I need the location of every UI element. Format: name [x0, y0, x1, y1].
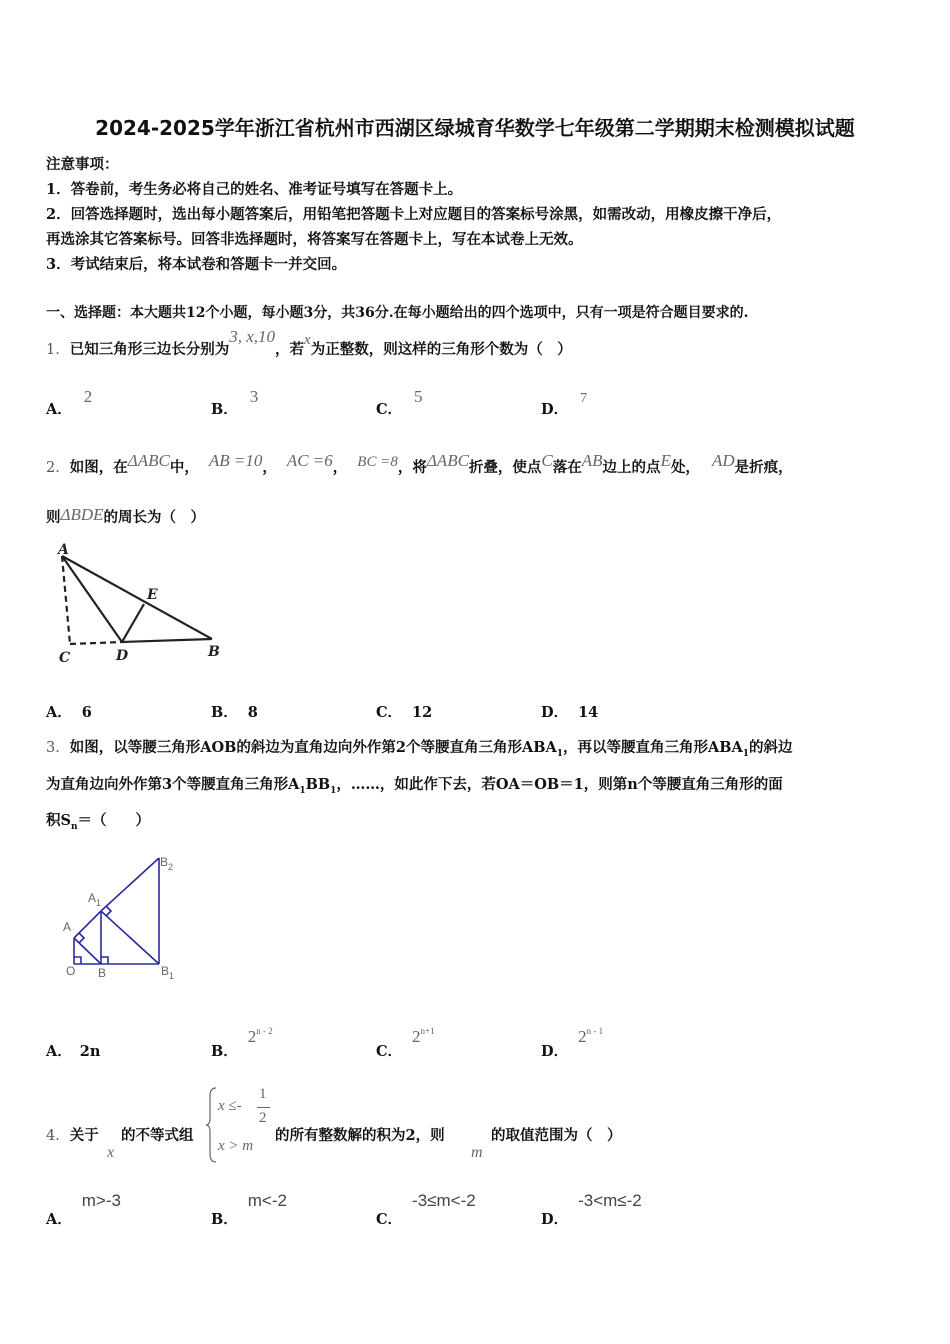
math-expr: BC =8 — [357, 454, 398, 470]
inequality-2: x > m — [218, 1138, 254, 1154]
q3-option-d[interactable] — [541, 1025, 604, 1060]
option-label: D． — [541, 704, 569, 721]
question-1 — [46, 327, 572, 359]
option-value: 14 — [578, 704, 599, 721]
question-2 — [46, 451, 793, 477]
triangle-fold-figure — [50, 538, 240, 666]
option-label: D． — [541, 1043, 569, 1060]
question-3-line3 — [46, 809, 150, 832]
math-var: C — [541, 451, 553, 470]
question-3-line2 — [46, 773, 783, 796]
notice-item: 再选涂其它答案标号。回答非选择题时，将答案写在答题卡上，写在本试卷上无效。 — [46, 231, 583, 248]
subscript: 1 — [742, 748, 750, 759]
option-value: 12 — [412, 704, 433, 721]
math-var: E — [660, 451, 671, 470]
right-angle-a1 — [106, 906, 111, 916]
q-text: ，若 — [275, 341, 305, 358]
question-number: 4． — [46, 1128, 70, 1144]
label-c: C — [59, 650, 71, 666]
q-text: 中， — [169, 459, 199, 476]
subscript: n — [70, 821, 78, 832]
q-text: 关于 — [69, 1127, 99, 1144]
option-base: 2 — [412, 1027, 421, 1046]
label-d: D — [116, 648, 129, 664]
option-label: B． — [211, 1211, 238, 1228]
right-angle-b — [101, 957, 108, 964]
question-number: 1． — [46, 342, 70, 358]
question-number: 3． — [46, 740, 70, 756]
label-b1: $B_1$ — [161, 964, 175, 981]
notice-item: 1．答卷前，考生务必将自己的姓名、准考证号填写在答题卡上。 — [46, 181, 463, 198]
option-value: 2 — [83, 387, 93, 406]
option-base: 2 — [247, 1027, 257, 1046]
inequality-1: x ≤- — [218, 1098, 242, 1114]
q-text: ，……，如此作下去，若OA＝OB＝1，则第n个等腰直角三角形的面 — [336, 776, 783, 793]
question-4 — [46, 1124, 99, 1145]
label-b2: $B_2$ — [160, 855, 174, 872]
q-text: 折叠，使点 — [468, 459, 542, 476]
notice-item: 2．回答选择题时，选出每小题答案后，用铅笔把答题卡上对应题目的答案标号涂黑，如需改动，用橡皮擦干净后， — [46, 206, 782, 223]
q1-option-c[interactable] — [376, 386, 423, 418]
q-text: ，再以等腰直角三角形ABA — [562, 739, 743, 756]
q-text: ， — [332, 459, 348, 476]
math-expr: ΔABC — [127, 451, 170, 470]
label-e: E — [147, 587, 158, 603]
option-exponent: n - 1 — [586, 1025, 604, 1036]
option-value: 7 — [580, 391, 588, 406]
label-a: A — [63, 920, 72, 934]
math-var: x — [304, 332, 311, 348]
math-expr: AB =10 — [208, 451, 263, 470]
option-label: C． — [376, 1043, 403, 1060]
q4-option-a[interactable] — [46, 1190, 121, 1228]
option-value: 5 — [414, 387, 423, 406]
option-base: 2 — [578, 1027, 587, 1046]
fraction-denominator: 2 — [259, 1110, 267, 1126]
edge-a1b2 — [101, 858, 159, 911]
q2-option-a[interactable] — [46, 701, 92, 722]
fraction-numerator: 1 — [259, 1086, 267, 1102]
math-var: AD — [711, 451, 735, 470]
q4-option-b[interactable] — [211, 1190, 287, 1228]
q-text: 的斜边 — [749, 739, 793, 756]
option-label: D． — [541, 1211, 569, 1228]
label-b: B — [208, 644, 220, 660]
q-text: ＝（ ） — [77, 812, 151, 829]
label-o: O — [66, 964, 76, 978]
edge-cd — [70, 642, 122, 644]
option-exponent: n - 2 — [256, 1025, 273, 1036]
q-text: ， — [262, 459, 277, 476]
option-label: B． — [211, 1043, 238, 1060]
q-text: 如图，以等腰三角形AOB的斜边为直角边向外作第2个等腰直角三角形ABA — [69, 739, 557, 756]
math-expr: AC =6 — [286, 451, 333, 470]
q-text: 是折痕， — [734, 459, 793, 476]
math-var: AB — [581, 451, 603, 470]
page-title: 2024-2025学年浙江省杭州市西湖区绿城育华数学七年级第二学期期末检测模拟试题 — [95, 116, 855, 140]
q4-option-c[interactable] — [376, 1190, 476, 1228]
option-exponent: n+1 — [420, 1025, 435, 1036]
math-expr: ΔBDE — [60, 505, 104, 524]
option-value: m>-3 — [81, 1191, 121, 1210]
math-var-m: m — [471, 1144, 483, 1161]
q2-option-d[interactable] — [541, 701, 598, 722]
edge-ab — [74, 938, 101, 964]
q-text: 落在 — [552, 459, 582, 476]
notice-item: 3．考试结束后，将本试卷和答题卡一并交回。 — [46, 256, 347, 273]
subscript: 1 — [330, 785, 337, 796]
edge-a1b1 — [101, 911, 159, 964]
option-label: B． — [211, 401, 238, 418]
q-text: 的周长为（ ） — [103, 509, 206, 526]
option-value: -3≤m<-2 — [412, 1191, 476, 1210]
option-value: 3 — [249, 387, 259, 406]
right-angle-a — [79, 933, 84, 943]
q1-option-d[interactable] — [541, 386, 588, 418]
q-text: 如图，在 — [69, 459, 128, 476]
option-label: A． — [46, 1211, 72, 1228]
label-b: B — [98, 966, 107, 980]
option-label: A． — [46, 1043, 72, 1060]
isosceles-right-triangles-figure — [58, 852, 188, 984]
option-label: C． — [376, 704, 403, 721]
math-expr: ΔABC — [426, 451, 469, 470]
option-value: 8 — [247, 704, 258, 721]
edge-aa1 — [74, 911, 101, 938]
notice-heading: 注意事项： — [46, 156, 119, 173]
section-heading: 一、选择题：本大题共12个小题，每小题3分，共36分.在每小题给出的四个选项中，只有一项是符合题目要求的. — [46, 305, 749, 321]
fraction-bar — [257, 1107, 270, 1108]
q4-option-d[interactable] — [541, 1190, 642, 1228]
option-label: A． — [46, 704, 72, 721]
q3-option-c[interactable] — [376, 1025, 435, 1060]
q-text: 的取值范围为（ ） — [491, 1127, 622, 1144]
option-label: B． — [211, 704, 238, 721]
math-expr: 3, x,10 — [229, 327, 276, 346]
q-text: BB — [305, 776, 331, 793]
q-text: 的所有整数解的积为2，则 — [275, 1127, 445, 1144]
option-value: m<-2 — [247, 1191, 287, 1210]
subscript: 1 — [299, 785, 306, 796]
option-value: -3<m≤-2 — [578, 1191, 642, 1210]
edge-de — [122, 604, 144, 642]
q-text: ，将 — [397, 459, 427, 476]
q1-option-b[interactable] — [211, 386, 259, 418]
q-text: 处， — [670, 459, 700, 476]
q2-option-b[interactable] — [211, 701, 258, 722]
option-label: D． — [541, 401, 569, 418]
edge-ab — [62, 556, 212, 639]
question-3 — [46, 736, 793, 759]
option-label: C． — [376, 1211, 403, 1228]
q3-option-a[interactable] — [46, 1040, 100, 1061]
right-angle-o — [74, 957, 81, 964]
q3-option-b[interactable] — [211, 1025, 273, 1060]
q2-option-c[interactable] — [376, 701, 432, 722]
option-label: C． — [376, 401, 403, 418]
q-text: 为直角边向外作第3个等腰直角三角形A — [46, 776, 300, 793]
q-text: 已知三角形三边长分别为 — [69, 341, 230, 358]
option-value: 6 — [81, 704, 92, 721]
q1-option-a[interactable] — [46, 386, 93, 418]
q-text: 为正整数，则这样的三角形个数为（ ） — [310, 341, 572, 358]
q-text: 的不等式组 — [121, 1127, 194, 1144]
question-number: 2． — [46, 460, 70, 476]
option-label: A． — [46, 401, 72, 418]
q-text: 积S — [46, 812, 71, 829]
label-a: A — [58, 542, 69, 558]
edge-ad — [62, 556, 122, 642]
label-a1: $A_1$ — [88, 891, 102, 908]
math-var-x: x — [107, 1144, 115, 1161]
q-text: 则 — [46, 509, 61, 526]
q-text: 边上的点 — [602, 459, 661, 476]
question-2-line2 — [46, 506, 205, 527]
option-value: 2n — [79, 1043, 101, 1060]
subscript: 1 — [556, 748, 563, 759]
edge-ac — [62, 556, 70, 644]
edge-db — [122, 639, 212, 642]
